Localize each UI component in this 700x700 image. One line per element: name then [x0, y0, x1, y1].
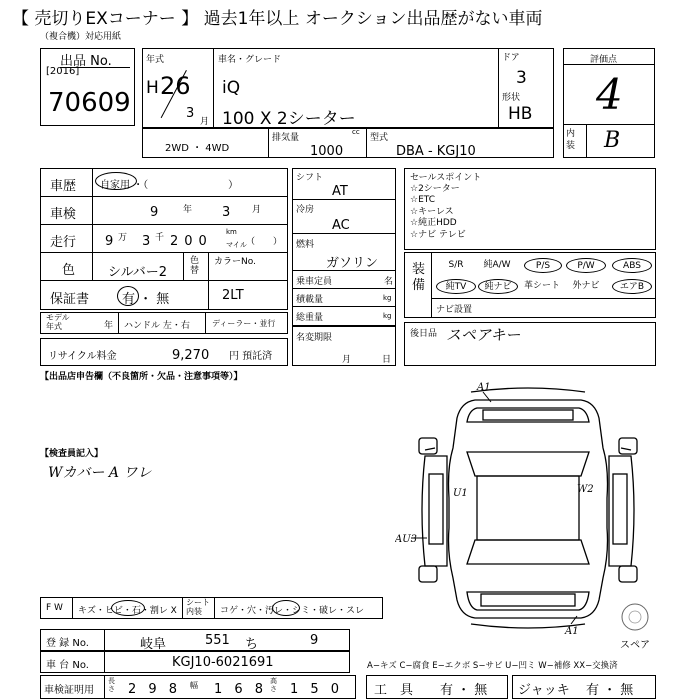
recycle-value: 9,270 — [172, 348, 210, 363]
legend: A−キズ C−腐食 E−エクボ S−サビ U−凹ミ W−補修 XX−交換済 — [367, 661, 618, 671]
shape-label: 形状 — [502, 93, 521, 103]
registration-num2: 9 — [310, 633, 319, 648]
car-body-outline — [449, 400, 608, 618]
subnote: （複合機）対応用紙 — [40, 32, 122, 42]
mileage-km: km — [226, 228, 237, 236]
mark-a1-rear: A1 — [565, 626, 579, 637]
mileage-mile: マイル — [226, 241, 247, 249]
after-items-value: スペアキー — [446, 326, 521, 344]
cert-width: 1 6 8 — [214, 682, 268, 697]
carname-model: iQ — [222, 78, 241, 98]
inspection-month-unit: 月 — [252, 205, 262, 215]
chassis-label: 車 台 No. — [46, 660, 89, 671]
mileage-label: 走行 — [50, 235, 77, 250]
model-code-value: DBA - KGJ10 — [396, 144, 476, 159]
recycle-label: リサイクル料金 — [48, 351, 117, 362]
mileage-man-unit: 万 — [118, 233, 128, 243]
colorno-label: カラーNo. — [214, 257, 256, 267]
navi-install-label: ナビ設置 — [436, 305, 473, 315]
weight-label: 総重量 — [296, 313, 324, 323]
inspector-note: Wカバー A ワレ — [48, 465, 152, 481]
jack-label: ジャッキ — [518, 683, 570, 698]
nendo-era: H — [146, 78, 159, 98]
wheel-rr — [619, 566, 637, 582]
cert-length: 2 9 8 — [128, 682, 182, 697]
car-roof — [477, 476, 579, 540]
sales-item: ☆キーレス — [410, 206, 454, 217]
inspection-year-unit: 年 — [183, 205, 193, 215]
mark-a1-front: A1 — [477, 382, 491, 393]
lot-number: 70609 — [48, 88, 131, 118]
history-label: 車歴 — [50, 179, 77, 194]
car-windshield — [467, 452, 589, 476]
dealer-notes-label: 【出品店申告欄（不良箇所・欠品・注意事項等）】 — [40, 372, 243, 382]
handle-label: ハンドル 左・右 — [124, 321, 190, 331]
sales-item: ☆ナビ テレビ — [410, 229, 466, 240]
banner-text: 【 売切りEXコーナー 】 過去1年以上 オークション出品歴がない車両 — [12, 9, 543, 29]
dealer-label: ディーラー・並行 — [212, 319, 276, 328]
car-rear-window — [467, 540, 589, 564]
meihen-day: 日 — [382, 355, 392, 365]
equip-sr: S/R — [448, 260, 464, 270]
model-year-label: モデル年式 — [46, 313, 70, 331]
carname-label: 車名・グレード — [218, 55, 282, 65]
sales-item: ☆2シーター — [410, 184, 460, 194]
cert-length-label: 長さ — [108, 677, 115, 693]
color-change-label: 色替 — [190, 256, 200, 276]
seat-circle — [272, 600, 300, 616]
wheel-rl — [419, 566, 437, 582]
warranty-options: 有 ・ 無 — [122, 292, 170, 307]
doors-value: 3 — [516, 68, 527, 88]
spare-label: スペア — [620, 640, 650, 651]
wheel-fl — [419, 438, 437, 454]
history-text: 自家用 ・（ ） — [100, 180, 239, 191]
seat-text: コゲ・穴・汚レ・シミ・破レ・スレ — [220, 606, 365, 616]
after-items-label: 後日品 — [410, 329, 438, 339]
lot-label: 出品 No. — [60, 54, 112, 69]
mark-au3: AU3 — [395, 534, 418, 545]
inspection-year: 9 — [150, 205, 159, 220]
aircon-label: 冷房 — [296, 205, 315, 215]
equipment-label: 装備 — [412, 262, 426, 293]
warranty-capacity: 2LT — [222, 288, 244, 303]
sales-list — [410, 184, 466, 241]
mileage-rest: 200 — [170, 234, 213, 249]
cert-height: 1 5 0 — [290, 682, 344, 697]
after-items-box — [404, 322, 656, 366]
car-diagram — [395, 378, 665, 638]
registration-label: 登 録 No. — [46, 638, 89, 649]
fw-text: キズ・ヒビ・石・割レ X — [78, 606, 177, 616]
drive-options: 2WD ・ 4WD — [165, 143, 230, 154]
spare-tire-icon — [620, 602, 650, 632]
jack-value: 有 ・ 無 — [586, 683, 634, 698]
meihen-month: 月 — [342, 355, 352, 365]
warranty-label: 保証書 — [50, 292, 90, 307]
mark-u1: U1 — [453, 488, 468, 499]
cert-width-label: 幅 — [190, 681, 198, 690]
color-value: シルバー2 — [108, 265, 168, 280]
wheel-fr — [619, 438, 637, 454]
inspection-month: 3 — [222, 205, 231, 220]
equip-pw: P/W — [566, 258, 606, 273]
inspector-label: 【検査員記入】 — [40, 449, 104, 459]
weight-unit: kg — [383, 312, 392, 320]
meihen-label: 名変期限 — [296, 333, 333, 343]
displacement-value: 1000 — [310, 144, 344, 159]
seat-label: シート内装 — [186, 598, 210, 616]
tools-label: 工 具 — [374, 683, 414, 698]
recycle-unit: 円 預託済 — [229, 351, 273, 362]
passenger-label: 乗車定員 — [296, 277, 333, 287]
fw-circle — [111, 600, 145, 616]
carname-grade: 100 X 2シーター — [222, 109, 356, 129]
color-label: 色 — [62, 263, 76, 278]
interior-score: B — [604, 128, 621, 153]
cert-label: 車検証明用 — [44, 685, 94, 696]
doors-label: ドア — [502, 53, 520, 63]
registration-num1: 551 — [205, 633, 230, 648]
load-unit: kg — [383, 294, 392, 302]
registration-kana: ち — [245, 637, 259, 652]
model-year-unit: 年 — [104, 321, 114, 331]
chassis-value: KGJ10-6021691 — [172, 655, 274, 670]
banner — [0, 0, 700, 28]
mileage-sen: 3 — [142, 234, 151, 249]
sales-label: セールスポイント — [410, 173, 482, 183]
equip-ps: P/S — [524, 258, 562, 273]
tools-value: 有 ・ 無 — [440, 683, 488, 698]
lot-year: [2016] — [46, 66, 80, 77]
nendo-month: 3 — [186, 106, 195, 121]
equip-tv: 純TV — [436, 279, 476, 294]
aircon-value: AC — [332, 218, 350, 233]
mileage-paren: （ ） — [246, 237, 283, 247]
fuel-value: ガソリン — [326, 256, 379, 271]
shape-value: HB — [508, 104, 533, 124]
equip-abs: ABS — [612, 258, 652, 273]
displacement-label: 排気量 — [272, 133, 300, 143]
rating-score: 4 — [596, 70, 623, 119]
equip-extnavi: 外ナビ — [572, 281, 600, 291]
mileage-man: 9 — [105, 234, 114, 249]
nendo-label: 年式 — [146, 55, 165, 65]
car-trunk — [467, 592, 589, 610]
model-code-label: 型式 — [370, 133, 389, 143]
equip-alloy: 純A/W — [483, 260, 511, 270]
load-label: 積載量 — [296, 295, 324, 305]
equip-airbag: エアB — [612, 279, 652, 294]
mark-w2: W2 — [577, 484, 594, 495]
nendo-month-unit: 月 — [200, 117, 210, 127]
fw-label: F W — [46, 603, 63, 613]
rating-label: 評価点 — [590, 55, 618, 65]
inspection-label: 車検 — [50, 207, 77, 222]
shift-value: AT — [332, 184, 348, 199]
equip-navi: 純ナビ — [478, 279, 518, 294]
cert-height-label: 高さ — [270, 677, 277, 693]
mirror-right — [621, 448, 631, 450]
equip-leather: 革シート — [523, 281, 560, 291]
shift-label: シフト — [296, 173, 324, 183]
registration-pref: 岐阜 — [140, 637, 167, 652]
mirror-left — [425, 448, 435, 450]
mileage-sen-unit: 千 — [155, 233, 165, 243]
nendo-year: 26 — [160, 72, 191, 100]
displacement-unit: cc — [352, 128, 360, 136]
passenger-unit: 名 — [384, 277, 394, 287]
sales-item: ☆ETC — [410, 195, 436, 206]
interior-label: 内装 — [566, 129, 576, 151]
sales-item: ☆純正HDD — [410, 218, 457, 229]
fuel-label: 燃料 — [296, 240, 315, 250]
